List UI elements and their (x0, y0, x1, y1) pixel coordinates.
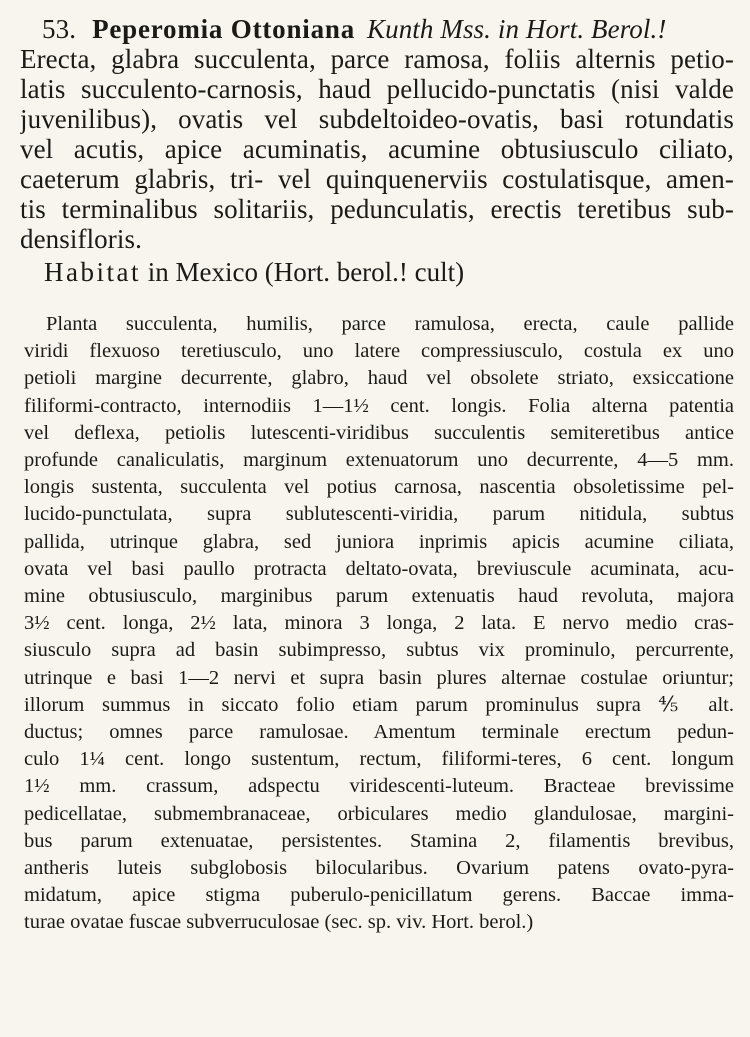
description-line: siusculo supra ad basin subimpresso, subtus vix prominulo, percurrente, (24, 639, 734, 662)
diagnosis-line: densifloris. (20, 224, 142, 254)
description-line: vel deflexa, petiolis lutescenti-viridibus succulentis semiteretibus antice (24, 421, 734, 444)
description-line: pedicellatae, submembranaceae, orbiculares medio glandulosae, margini- (24, 802, 734, 825)
description-line: turae ovatae fuscae subverruculosae (sec. sp. viv. Hort. berol.) (24, 911, 534, 934)
description-line: mine obtusiusculo, marginibus parum extenuatis haud revoluta, majora (24, 585, 734, 608)
description-line: midatum, apice stigma puberulo-penicillatum gerens. Baccae imma- (24, 884, 734, 907)
diagnosis-line: caeterum glabris, tri- vel quinquenerviis costulatisque, amen- (20, 164, 734, 194)
species-name: Peperomia Ottoniana (92, 14, 355, 44)
description-line: longis sustenta, succulenta vel potius carnosa, nascentia obsoletissime pel- (24, 476, 734, 499)
diagnosis-line: juvenilibus), ovatis vel subdeltoideo-ovatis, basi rotundatis (20, 104, 734, 134)
description-line: utrinque e basi 1—2 nervi et supra basin plures alternae costulae oriuntur; (24, 666, 734, 689)
description-line: ductus; omnes parce ramulosae. Amentum terminale erectum pedun- (24, 721, 734, 744)
description (20, 311, 734, 937)
description-line: 3½ cent. longa, 2½ lata, minora 3 longa, 2 lata. E nervo medio cras- (24, 612, 734, 635)
description-line: ovata vel basi paullo protracta deltato-ovata, breviuscule acuminata, acu- (24, 557, 734, 580)
description-line: filiformi-contracto, internodiis 1—1½ cent. longis. Folia alterna patentia (24, 394, 734, 417)
habitat-text: in Mexico (Hort. berol.! cult) (147, 257, 465, 287)
habitat-label: Habitat (44, 257, 141, 287)
diagnosis-line: latis succulento-carnosis, haud pellucido-punctatis (nisi valde (20, 74, 734, 104)
species-heading-line (20, 14, 734, 44)
description-line: antheris luteis subglobosis bilocularibus. Ovarium patens ovato-pyra- (24, 857, 734, 880)
description-line: 1½ mm. crassum, adspectu viridescenti-luteum. Bracteae brevissime (24, 775, 734, 798)
description-line: illorum summus in siccato folio etiam parum prominulus supra ⅘ alt. (24, 693, 734, 716)
description-line: bus parum extenuatae, persistentes. Stamina 2, filamentis brevibus, (24, 829, 734, 852)
description-line: petioli margine decurrente, glabro, haud vel obsolete striato, exsiccatione (24, 367, 734, 390)
diagnosis-line: vel acutis, apice acuminatis, acumine obtusiusculo ciliato, (20, 134, 734, 164)
diagnosis (20, 14, 734, 254)
species-author: Kunth Mss. in Hort. Berol.! (367, 14, 667, 44)
species-number: 53. (42, 14, 77, 44)
description-line: viridi flexuoso teretiusculo, uno latere compressiusculo, costula ex uno (24, 340, 734, 363)
habitat-line (20, 257, 734, 287)
description-line: lucido-punctulata, supra sublutescenti-viridia, parum nitidula, subtus (24, 503, 734, 526)
diagnosis-line: tis terminalibus solitariis, pedunculatis, erectis teretibus sub- (20, 194, 734, 224)
description-line: Planta succulenta, humilis, parce ramulosa, erecta, caule pallide (46, 313, 734, 335)
description-line: pallida, utrinque glabra, sed juniora inprimis apicis acumine ciliata, (24, 530, 734, 553)
description-line: profunde canaliculatis, marginum extenuatorum uno decurrente, 4—5 mm. (24, 449, 734, 472)
description-line: culo 1¼ cent. longo sustentum, rectum, filiformi-teres, 6 cent. longum (24, 748, 734, 771)
diagnosis-line: Erecta, glabra succulenta, parce ramosa, foliis alternis petio- (20, 44, 734, 74)
